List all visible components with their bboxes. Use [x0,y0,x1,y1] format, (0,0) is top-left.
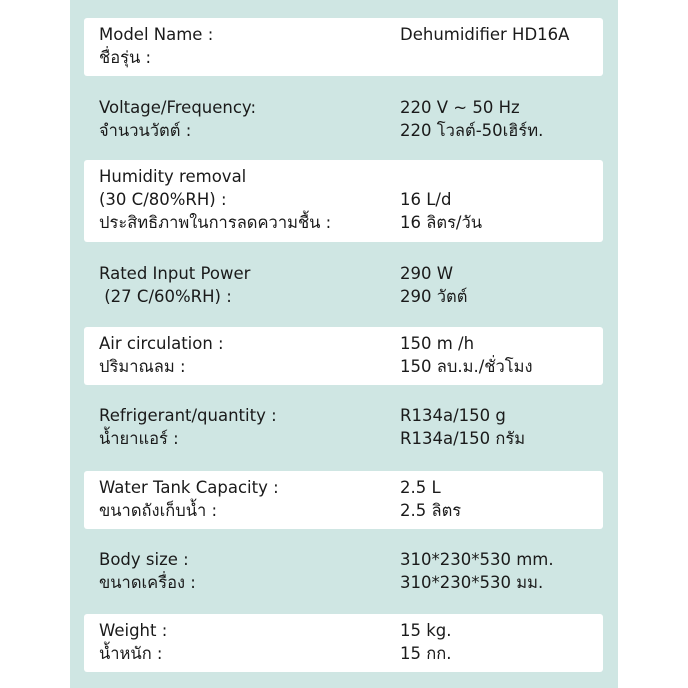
spec-label-thai: ขนาดถังเก็บน้ำ : [99,501,218,520]
spec-value: 16 L/d [400,190,452,209]
spec-label: Weight : [99,621,168,640]
spec-label-condition: (27 C/60%RH) : [99,287,232,306]
spec-label: Humidity removal [99,167,247,186]
spec-value-blank [400,165,482,188]
spec-value-thai: 16 ลิตร/วัน [400,213,483,232]
spec-label: Rated Input Power [99,264,251,283]
spec-row-rated-input-power [84,260,603,312]
spec-label: Air circulation : [99,334,224,353]
spec-label-thai: ขนาดเครื่อง : [99,573,196,592]
spec-label-thai: จำนวนวัตต์ : [99,121,192,140]
spec-label-thai: ชื่อรุ่น : [99,48,152,67]
spec-label: Model Name : [99,25,214,44]
spec-row-weight [84,614,603,672]
spec-label-thai: ปริมาณลม : [99,357,186,376]
spec-value-thai: 15 กก. [400,644,452,663]
spec-value-thai: R134a/150 กรัม [400,429,526,448]
spec-row-model [84,18,603,76]
spec-value: R134a/150 g [400,406,506,425]
spec-label-condition: (30 C/80%RH) : [99,190,227,209]
spec-value: 2.5 L [400,478,441,497]
spec-value: 220 V ~ 50 Hz [400,98,520,117]
spec-value: 15 kg. [400,621,452,640]
spec-label-thai: น้ำยาแอร์ : [99,429,179,448]
spec-row-air-circulation [84,327,603,385]
spec-value: 290 W [400,264,454,283]
spec-label-thai: ประสิทธิภาพในการลดความชื้น : [99,213,332,232]
spec-value: Dehumidifier HD16A [400,25,570,44]
spec-label: Voltage/Frequency: [99,98,257,117]
spec-row-refrigerant [84,402,603,454]
spec-value-thai: 150 ลบ.ม./ชั่วโมง [400,357,533,376]
spec-value-thai: 310*230*530 มม. [400,573,544,592]
spec-value-thai: 2.5 ลิตร [400,501,462,520]
spec-value-thai: 290 วัตต์ [400,287,468,306]
spec-value: 310*230*530 mm. [400,550,554,569]
spec-label: Body size : [99,550,189,569]
spec-label: Water Tank Capacity : [99,478,279,497]
spec-value: 150 m /h [400,334,475,353]
spec-row-voltage [84,94,603,146]
spec-label: Refrigerant/quantity : [99,406,277,425]
spec-label-thai: น้ำหนัก : [99,644,163,663]
spec-row-humidity-removal [84,160,603,242]
spec-value-thai: 220 โวลต์-50เฮิร์ท. [400,121,544,140]
spec-row-water-tank [84,471,603,529]
spec-row-body-size [84,546,603,598]
